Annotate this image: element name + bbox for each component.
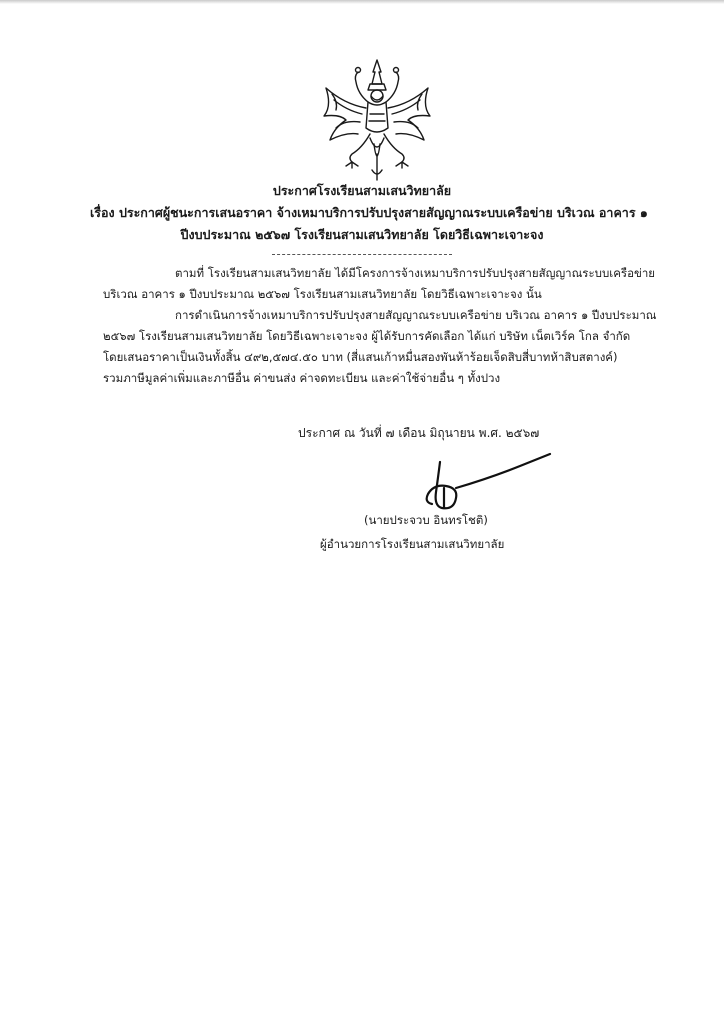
paragraph-1-line-2: บริเวณ อาคาร ๑ ปีงบประมาณ ๒๕๖๗ โรงเรียนสามเสนวิทยาลัย โดยวิธีเฉพาะเจาะจง นั้น	[103, 287, 542, 301]
paragraph-2-line-4: รวมภาษีมูลค่าเพิ่มและภาษีอื่น ค่าขนส่ง ค่าจดทะเบียน และค่าใช้จ่ายอื่น ๆ ทั้งปวง	[103, 371, 501, 385]
paragraph-2-line-1: การดำเนินการจ้างเหมาบริการปรับปรุงสายสัญญาณระบบเครือข่าย บริเวณ อาคาร ๑ ปีงบประมาณ	[175, 308, 657, 322]
separator-rule	[272, 254, 452, 255]
paragraph-2-line-3: โดยเสนอราคาเป็นเงินทั้งสิ้น ๔๙๒,๕๗๔.๕๐ บาท (สี่แสนเก้าหมื่นสองพันห้าร้อยเจ็ดสิบสี่บาทห้าสิบสตางค์)	[103, 350, 618, 364]
announcement-date: ประกาศ ณ วันที่ ๗ เดือน มิถุนายน พ.ศ. ๒๕๖๗	[298, 426, 540, 440]
paragraph-1-line-1: ตามที่ โรงเรียนสามเสนวิทยาลัย ได้มีโครงการจ้างเหมาบริการปรับปรุงสายสัญญาณระบบเครือข่าย	[175, 266, 656, 280]
scan-edge	[0, 0, 724, 4]
paragraph-2-line-2: ๒๕๖๗ โรงเรียนสามเสนวิทยาลัย โดยวิธีเฉพาะเจาะจง ผู้ได้รับการคัดเลือก ได้แก่ บริษัท เน็ตเวิร์ค โกล จำกัด	[103, 329, 631, 343]
document-title: ประกาศโรงเรียนสามเสนวิทยาลัย	[272, 183, 452, 198]
signer-name: (นายประจวบ อินทรโชติ)	[364, 513, 488, 527]
handwritten-signature	[400, 448, 570, 516]
garuda-emblem-icon	[318, 58, 436, 182]
signer-position: ผู้อำนวยการโรงเรียนสามเสนวิทยาลัย	[320, 537, 505, 551]
announcement-header	[90, 180, 648, 246]
subject-line-1: เรื่อง ประกาศผู้ชนะการเสนอราคา จ้างเหมาบริการปรับปรุงสายสัญญาณระบบเครือข่าย บริเวณ อาคาร ๑	[90, 205, 648, 220]
subject-line-2: ปีงบประมาณ ๒๕๖๗ โรงเรียนสามเสนวิทยาลัย โดยวิธีเฉพาะเจาะจง	[180, 227, 544, 242]
announcement-body	[103, 263, 657, 389]
